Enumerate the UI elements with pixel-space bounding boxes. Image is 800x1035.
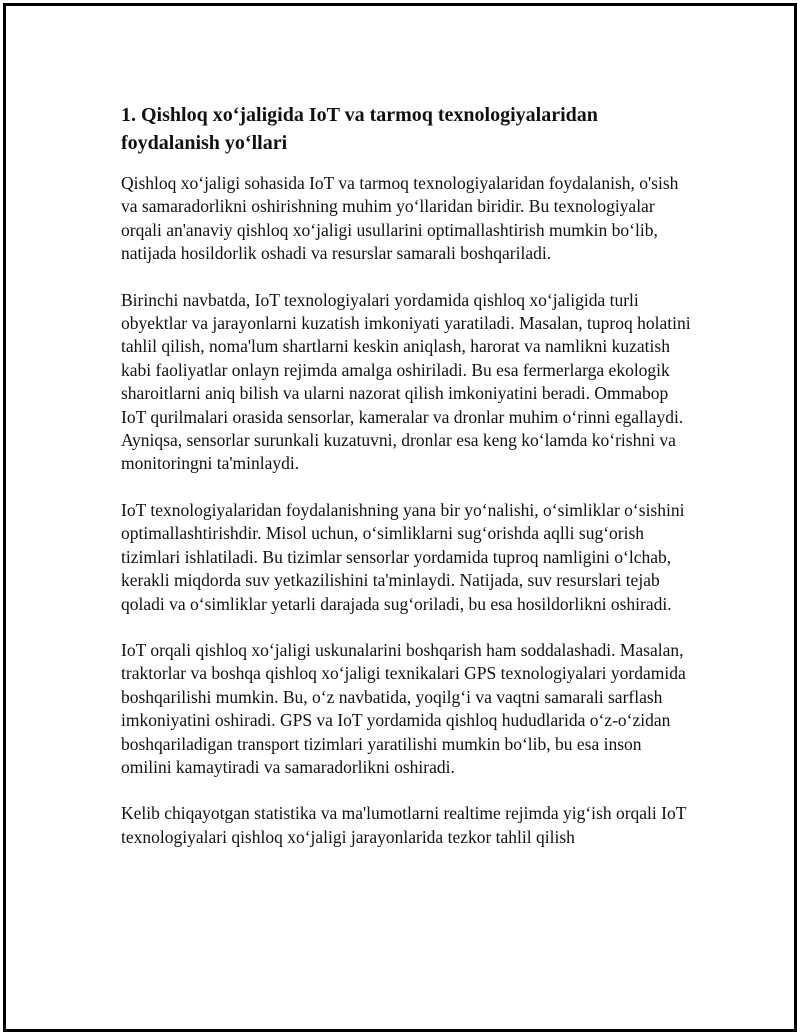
- document-body: [121, 101, 696, 872]
- paragraph-intro: Qishloq xo‘jaligi sohasida IoT va tarmoq texnologiyalaridan foydalanish, o'sish va samaradorlikni oshirishning muhim yo‘llaridan biridir. Bu texnologiyalar orqali an'anaviy qishloq xo‘jaligi usullarini optimallashtirish mumkin bo‘lib, natijada hosildorlik oshadi va resurslar samarali boshqariladi.: [121, 173, 679, 264]
- page-frame: [3, 3, 797, 1032]
- section-heading: 1. Qishloq xo‘jaligida IoT va tarmoq texnologiyalaridan foydalanish yo‘llari: [121, 104, 598, 154]
- paragraph-equipment: IoT orqali qishloq xo‘jaligi uskunalarini boshqarish ham soddalashadi. Masalan, traktorlar va boshqa qishloq xo‘jaligi texnikalari GPS texnologiyalari yordamida boshqarilishi mumkin. Bu, o‘z navbatida, yoqilg‘i va vaqtni samarali sarflash imkoniyatini oshiradi. GPS va IoT yordamida qishloq hududlarida o‘z-o‘zidan boshqariladigan transport tizimlari yaratilishi mumkin bo‘lib, bu esa inson omilini kamaytiradi va samaradorlikni oshiradi.: [121, 639, 686, 777]
- paragraph-monitoring: Birinchi navbatda, IoT texnologiyalari yordamida qishloq xo‘jaligida turli obyektlar va jarayonlarni kuzatish imkoniyati yaratiladi. Masalan, tuproq holatini tahlil qilish, noma'lum shartlarni keskin aniqlash, harorat va namlikni kuzatish kabi faoliyatlar onlayn rejimda amalga oshiriladi. Bu esa fermerlarga ekologik sharoitlarni aniq bilish va ularni nazorat qilish imkoniyatini beradi. Ommabop IoT qurilmalari orasida sensorlar, kameralar va dronlar muhim o‘rinni egallaydi. Ayniqsa, sensorlar surunkali kuzatuvni, dronlar esa keng ko‘lamda ko‘rishni va monitoringni ta'minlaydi.: [121, 289, 691, 474]
- paragraph-statistics: Kelib chiqayotgan statistika va ma'lumotlarni realtime rejimda yig‘ish orqali IoT texnologiyalari qishloq xo‘jaligi jarayonlarida tezkor tahlil qilish: [121, 803, 687, 847]
- paragraph-irrigation: IoT texnologiyalaridan foydalanishning yana bir yo‘nalishi, o‘simliklar o‘sishini optimallashtirishdir. Misol uchun, o‘simliklarni sug‘orishda aqlli sug‘orish tizimlari ishlatiladi. Bu tizimlar sensorlar yordamida tuproq namligini o‘lchab, kerakli miqdorda suv yetkazilishini ta'minlaydi. Natijada, suv resurslari tejab qoladi va o‘simliklar yetarli darajada sug‘oriladi, bu esa hosildorlikni oshiradi.: [121, 499, 685, 614]
